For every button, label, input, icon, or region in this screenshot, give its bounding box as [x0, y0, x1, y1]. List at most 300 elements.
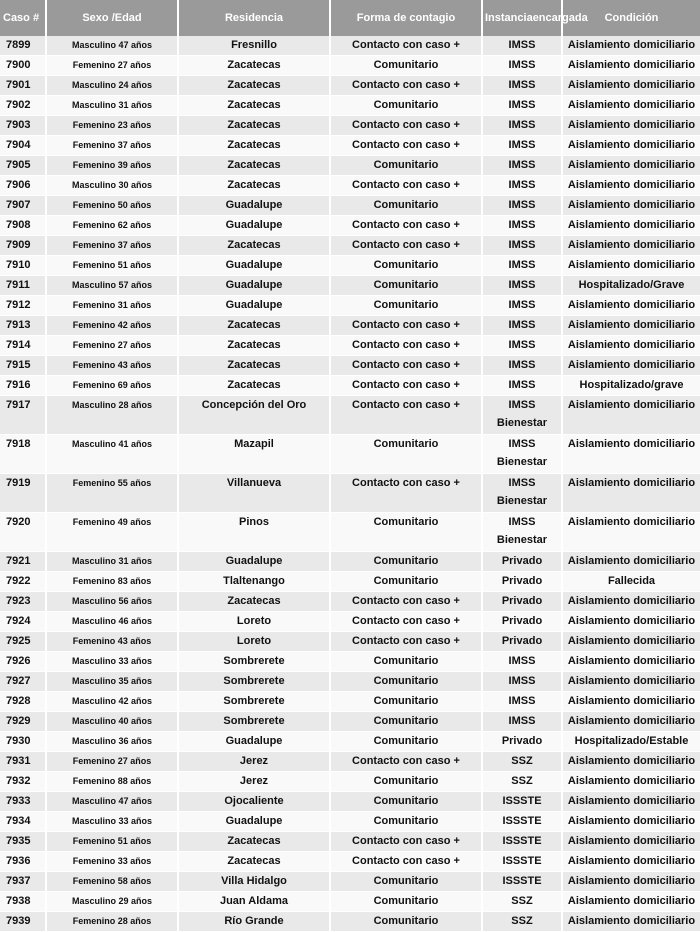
cell-forma-contagio: Contacto con caso +	[330, 216, 482, 236]
cell-sexo-edad: Femenino 51 años	[46, 832, 178, 852]
cell-forma-contagio: Comunitario	[330, 912, 482, 932]
cell-caso: 7926	[0, 652, 46, 672]
table-row	[0, 812, 700, 832]
cell-sexo-edad: Femenino 50 años	[46, 196, 178, 216]
cell-caso: 7922	[0, 572, 46, 592]
cell-condicion: Aislamiento domiciliario	[562, 256, 700, 276]
table-row	[0, 772, 700, 792]
cell-residencia: Fresnillo	[178, 36, 330, 56]
cell-caso: 7930	[0, 732, 46, 752]
table-row	[0, 136, 700, 156]
cell-forma-contagio: Comunitario	[330, 56, 482, 76]
cell-forma-contagio: Contacto con caso +	[330, 356, 482, 376]
cell-instancia: Privado	[482, 612, 562, 632]
table-row	[0, 612, 700, 632]
cell-residencia: Guadalupe	[178, 216, 330, 236]
cell-caso: 7936	[0, 852, 46, 872]
cell-caso: 7907	[0, 196, 46, 216]
cell-caso: 7938	[0, 892, 46, 912]
cell-condicion: Aislamiento domiciliario	[562, 336, 700, 356]
cell-caso: 7906	[0, 176, 46, 196]
table-row	[0, 356, 700, 376]
header-instancia-2: encargada	[532, 12, 588, 24]
cell-forma-contagio: Contacto con caso +	[330, 852, 482, 872]
cell-caso: 7939	[0, 912, 46, 932]
cell-forma-contagio: Contacto con caso +	[330, 632, 482, 652]
cell-instancia: IMSS	[482, 136, 562, 156]
instancia-line-1: IMSS	[508, 516, 536, 528]
cell-forma-contagio: Comunitario	[330, 892, 482, 912]
cell-sexo-edad: Masculino 31 años	[46, 552, 178, 572]
cell-forma-contagio: Contacto con caso +	[330, 116, 482, 136]
cell-instancia: IMSS	[482, 276, 562, 296]
cell-forma-contagio: Comunitario	[330, 792, 482, 812]
cell-sexo-edad: Femenino 43 años	[46, 632, 178, 652]
cell-instancia: IMSS	[482, 116, 562, 136]
cell-sexo-edad: Femenino 37 años	[46, 236, 178, 256]
cell-condicion: Aislamiento domiciliario	[562, 672, 700, 692]
cell-residencia: Guadalupe	[178, 552, 330, 572]
header-forma-contagio: Forma de contagio	[330, 0, 482, 36]
cell-condicion: Aislamiento domiciliario	[562, 552, 700, 572]
instancia-line-2: Bienestar	[496, 534, 548, 546]
cell-residencia: Sombrerete	[178, 712, 330, 732]
cell-residencia: Zacatecas	[178, 116, 330, 136]
cell-instancia: Privado	[482, 592, 562, 612]
cell-instancia: Privado	[482, 552, 562, 572]
cell-caso: 7931	[0, 752, 46, 772]
cell-caso: 7916	[0, 376, 46, 396]
table-row	[0, 236, 700, 256]
cell-sexo-edad: Femenino 27 años	[46, 56, 178, 76]
cell-condicion: Aislamiento domiciliario	[562, 435, 700, 474]
cell-residencia: Zacatecas	[178, 96, 330, 116]
cell-sexo-edad: Femenino 62 años	[46, 216, 178, 236]
cell-forma-contagio: Comunitario	[330, 552, 482, 572]
cell-caso: 7934	[0, 812, 46, 832]
cell-residencia: Zacatecas	[178, 156, 330, 176]
cell-instancia: IMSS	[482, 236, 562, 256]
cell-caso: 7917	[0, 396, 46, 435]
table-row	[0, 376, 700, 396]
cell-instancia: ISSSTE	[482, 792, 562, 812]
cell-condicion: Aislamiento domiciliario	[562, 36, 700, 56]
table-row	[0, 435, 700, 474]
header-instancia-1: Instancia	[485, 12, 533, 24]
table-row	[0, 474, 700, 513]
cell-instancia: IMSS	[482, 176, 562, 196]
cell-condicion: Fallecida	[562, 572, 700, 592]
cell-sexo-edad: Femenino 39 años	[46, 156, 178, 176]
cell-residencia: Guadalupe	[178, 256, 330, 276]
cell-caso: 7915	[0, 356, 46, 376]
cell-forma-contagio: Contacto con caso +	[330, 336, 482, 356]
cell-forma-contagio: Contacto con caso +	[330, 832, 482, 852]
cell-forma-contagio: Comunitario	[330, 96, 482, 116]
table-row	[0, 276, 700, 296]
cell-residencia: Zacatecas	[178, 56, 330, 76]
table-row	[0, 912, 700, 932]
cell-residencia: Guadalupe	[178, 296, 330, 316]
cell-instancia: IMSS	[482, 216, 562, 236]
cell-sexo-edad: Femenino 43 años	[46, 356, 178, 376]
table-row	[0, 513, 700, 552]
cell-residencia: Zacatecas	[178, 376, 330, 396]
cell-instancia	[482, 396, 562, 435]
table-row	[0, 872, 700, 892]
instancia-line-1: IMSS	[508, 477, 536, 489]
header-residencia: Residencia	[178, 0, 330, 36]
cell-condicion: Aislamiento domiciliario	[562, 156, 700, 176]
cell-condicion: Aislamiento domiciliario	[562, 136, 700, 156]
cell-sexo-edad: Masculino 41 años	[46, 435, 178, 474]
cell-condicion: Aislamiento domiciliario	[562, 752, 700, 772]
cell-forma-contagio: Contacto con caso +	[330, 376, 482, 396]
cell-residencia: Ojocaliente	[178, 792, 330, 812]
cell-sexo-edad: Masculino 28 años	[46, 396, 178, 435]
cell-residencia: Juan Aldama	[178, 892, 330, 912]
cell-residencia: Guadalupe	[178, 732, 330, 752]
cell-caso: 7899	[0, 36, 46, 56]
cell-forma-contagio: Contacto con caso +	[330, 176, 482, 196]
cell-condicion: Aislamiento domiciliario	[562, 892, 700, 912]
cell-residencia: Sombrerete	[178, 692, 330, 712]
cell-sexo-edad: Masculino 33 años	[46, 652, 178, 672]
cell-caso: 7918	[0, 435, 46, 474]
cell-caso: 7904	[0, 136, 46, 156]
cell-instancia: IMSS	[482, 692, 562, 712]
cell-condicion: Aislamiento domiciliario	[562, 792, 700, 812]
cell-sexo-edad: Masculino 46 años	[46, 612, 178, 632]
cell-sexo-edad: Femenino 31 años	[46, 296, 178, 316]
cell-caso: 7905	[0, 156, 46, 176]
cell-residencia: Zacatecas	[178, 852, 330, 872]
cell-caso: 7903	[0, 116, 46, 136]
cell-instancia	[482, 513, 562, 552]
cell-forma-contagio: Comunitario	[330, 732, 482, 752]
cell-residencia: Guadalupe	[178, 196, 330, 216]
cell-instancia: IMSS	[482, 56, 562, 76]
cell-caso: 7932	[0, 772, 46, 792]
table-row	[0, 156, 700, 176]
header-caso: Caso #	[0, 0, 46, 36]
cell-sexo-edad: Femenino 28 años	[46, 912, 178, 932]
cell-sexo-edad: Femenino 83 años	[46, 572, 178, 592]
cell-caso: 7911	[0, 276, 46, 296]
cell-sexo-edad: Masculino 47 años	[46, 792, 178, 812]
cell-forma-contagio: Comunitario	[330, 672, 482, 692]
cell-forma-contagio: Comunitario	[330, 572, 482, 592]
cell-instancia	[482, 435, 562, 474]
table-row	[0, 732, 700, 752]
cell-sexo-edad: Femenino 88 años	[46, 772, 178, 792]
cell-condicion: Aislamiento domiciliario	[562, 116, 700, 136]
cell-instancia: Privado	[482, 632, 562, 652]
cell-forma-contagio: Contacto con caso +	[330, 396, 482, 435]
cell-condicion: Aislamiento domiciliario	[562, 832, 700, 852]
cell-instancia: SSZ	[482, 752, 562, 772]
cell-forma-contagio: Comunitario	[330, 156, 482, 176]
table-row	[0, 652, 700, 672]
cell-sexo-edad: Masculino 35 años	[46, 672, 178, 692]
cell-residencia: Zacatecas	[178, 356, 330, 376]
cell-condicion: Aislamiento domiciliario	[562, 96, 700, 116]
cell-caso: 7909	[0, 236, 46, 256]
cell-residencia: Jerez	[178, 772, 330, 792]
cell-caso: 7910	[0, 256, 46, 276]
cell-condicion: Aislamiento domiciliario	[562, 356, 700, 376]
cell-caso: 7900	[0, 56, 46, 76]
cell-condicion: Aislamiento domiciliario	[562, 316, 700, 336]
table-row	[0, 176, 700, 196]
header-condicion: Condición	[562, 0, 700, 36]
table-header	[0, 0, 700, 36]
cell-instancia: IMSS	[482, 156, 562, 176]
instancia-line-1: IMSS	[508, 399, 536, 411]
cell-residencia: Sombrerete	[178, 672, 330, 692]
cell-caso: 7923	[0, 592, 46, 612]
cell-instancia: ISSSTE	[482, 872, 562, 892]
cell-caso: 7902	[0, 96, 46, 116]
cell-condicion: Aislamiento domiciliario	[562, 692, 700, 712]
cell-caso: 7937	[0, 872, 46, 892]
cell-residencia: Jerez	[178, 752, 330, 772]
table-row	[0, 96, 700, 116]
cell-residencia: Loreto	[178, 632, 330, 652]
table-row	[0, 336, 700, 356]
cell-condicion: Aislamiento domiciliario	[562, 76, 700, 96]
cell-forma-contagio: Comunitario	[330, 772, 482, 792]
cell-sexo-edad: Femenino 42 años	[46, 316, 178, 336]
cell-instancia: ISSSTE	[482, 852, 562, 872]
cell-instancia: IMSS	[482, 96, 562, 116]
cell-caso: 7924	[0, 612, 46, 632]
cell-instancia: IMSS	[482, 712, 562, 732]
cell-condicion: Aislamiento domiciliario	[562, 513, 700, 552]
cell-sexo-edad: Femenino 33 años	[46, 852, 178, 872]
header-sexo: Sexo /	[82, 12, 115, 24]
table-row	[0, 632, 700, 652]
cell-condicion: Aislamiento domiciliario	[562, 176, 700, 196]
header-row	[0, 0, 700, 36]
table-row	[0, 852, 700, 872]
cell-sexo-edad: Masculino 56 años	[46, 592, 178, 612]
cell-sexo-edad: Femenino 51 años	[46, 256, 178, 276]
table-row	[0, 56, 700, 76]
table-row	[0, 592, 700, 612]
cell-sexo-edad: Masculino 47 años	[46, 36, 178, 56]
cell-sexo-edad: Femenino 58 años	[46, 872, 178, 892]
cell-forma-contagio: Comunitario	[330, 692, 482, 712]
instancia-line-2: Bienestar	[496, 495, 548, 507]
cell-instancia: IMSS	[482, 376, 562, 396]
table-row	[0, 692, 700, 712]
cell-caso: 7901	[0, 76, 46, 96]
cell-sexo-edad: Masculino 42 años	[46, 692, 178, 712]
cell-caso: 7913	[0, 316, 46, 336]
cell-condicion: Aislamiento domiciliario	[562, 852, 700, 872]
cell-residencia: Río Grande	[178, 912, 330, 932]
cell-instancia: IMSS	[482, 256, 562, 276]
cell-residencia: Zacatecas	[178, 76, 330, 96]
cell-residencia: Sombrerete	[178, 652, 330, 672]
cell-residencia: Zacatecas	[178, 136, 330, 156]
header-instancia	[482, 0, 588, 36]
table-row	[0, 792, 700, 812]
cell-condicion: Hospitalizado/Estable	[562, 732, 700, 752]
cell-residencia: Guadalupe	[178, 276, 330, 296]
table-body	[0, 36, 700, 932]
cell-condicion: Hospitalizado/grave	[562, 376, 700, 396]
cell-condicion: Aislamiento domiciliario	[562, 296, 700, 316]
cell-caso: 7929	[0, 712, 46, 732]
cell-sexo-edad: Femenino 27 años	[46, 752, 178, 772]
cell-instancia: SSZ	[482, 892, 562, 912]
cell-sexo-edad: Femenino 37 años	[46, 136, 178, 156]
table-row	[0, 396, 700, 435]
cell-forma-contagio: Contacto con caso +	[330, 316, 482, 336]
cell-instancia: ISSSTE	[482, 832, 562, 852]
cell-sexo-edad: Femenino 23 años	[46, 116, 178, 136]
table-row	[0, 752, 700, 772]
cell-residencia: Zacatecas	[178, 336, 330, 356]
table-row	[0, 296, 700, 316]
cell-residencia: Tlaltenango	[178, 572, 330, 592]
cell-sexo-edad: Masculino 40 años	[46, 712, 178, 732]
cell-sexo-edad: Masculino 36 años	[46, 732, 178, 752]
cell-sexo-edad: Femenino 69 años	[46, 376, 178, 396]
cell-condicion: Aislamiento domiciliario	[562, 772, 700, 792]
cell-sexo-edad: Femenino 27 años	[46, 336, 178, 356]
cell-instancia: Privado	[482, 572, 562, 592]
cell-condicion: Aislamiento domiciliario	[562, 652, 700, 672]
cell-caso: 7912	[0, 296, 46, 316]
cell-forma-contagio: Comunitario	[330, 513, 482, 552]
cell-caso: 7927	[0, 672, 46, 692]
cell-caso: 7925	[0, 632, 46, 652]
cell-condicion: Aislamiento domiciliario	[562, 216, 700, 236]
table-row	[0, 36, 700, 56]
cell-instancia: IMSS	[482, 356, 562, 376]
table-row	[0, 552, 700, 572]
cell-residencia: Zacatecas	[178, 236, 330, 256]
cell-forma-contagio: Contacto con caso +	[330, 612, 482, 632]
cell-sexo-edad: Femenino 55 años	[46, 474, 178, 513]
cell-caso: 7921	[0, 552, 46, 572]
cell-condicion: Aislamiento domiciliario	[562, 592, 700, 612]
cell-condicion: Aislamiento domiciliario	[562, 56, 700, 76]
table-row	[0, 572, 700, 592]
cell-condicion: Aislamiento domiciliario	[562, 812, 700, 832]
cell-residencia: Concepción del Oro	[178, 396, 330, 435]
cell-forma-contagio: Comunitario	[330, 276, 482, 296]
cell-condicion: Aislamiento domiciliario	[562, 612, 700, 632]
cell-instancia: SSZ	[482, 912, 562, 932]
cell-instancia: IMSS	[482, 76, 562, 96]
cell-forma-contagio: Contacto con caso +	[330, 752, 482, 772]
cell-caso: 7914	[0, 336, 46, 356]
cell-residencia: Pinos	[178, 513, 330, 552]
cell-condicion: Aislamiento domiciliario	[562, 196, 700, 216]
table-row	[0, 116, 700, 136]
cell-residencia: Villanueva	[178, 474, 330, 513]
cell-condicion: Aislamiento domiciliario	[562, 474, 700, 513]
cell-instancia: IMSS	[482, 196, 562, 216]
cell-sexo-edad: Masculino 29 años	[46, 892, 178, 912]
instancia-line-1: IMSS	[508, 438, 536, 450]
cell-caso: 7933	[0, 792, 46, 812]
cell-forma-contagio: Comunitario	[330, 872, 482, 892]
cell-instancia: IMSS	[482, 316, 562, 336]
cell-forma-contagio: Contacto con caso +	[330, 36, 482, 56]
table-row	[0, 76, 700, 96]
header-edad: Edad	[114, 12, 142, 24]
cell-instancia: SSZ	[482, 772, 562, 792]
cell-caso: 7935	[0, 832, 46, 852]
cell-residencia: Zacatecas	[178, 832, 330, 852]
cell-forma-contagio: Comunitario	[330, 652, 482, 672]
cell-forma-contagio: Comunitario	[330, 256, 482, 276]
instancia-line-2: Bienestar	[496, 417, 548, 429]
cell-residencia: Mazapil	[178, 435, 330, 474]
cell-condicion: Aislamiento domiciliario	[562, 712, 700, 732]
cell-residencia: Zacatecas	[178, 592, 330, 612]
table-row	[0, 256, 700, 276]
cell-residencia: Zacatecas	[178, 176, 330, 196]
cell-caso: 7908	[0, 216, 46, 236]
table-row	[0, 832, 700, 852]
table-row	[0, 316, 700, 336]
cell-forma-contagio: Contacto con caso +	[330, 592, 482, 612]
table-row	[0, 196, 700, 216]
table-row	[0, 712, 700, 732]
cell-condicion: Aislamiento domiciliario	[562, 632, 700, 652]
cell-forma-contagio: Comunitario	[330, 712, 482, 732]
cell-forma-contagio: Comunitario	[330, 435, 482, 474]
cell-caso: 7919	[0, 474, 46, 513]
table-row	[0, 216, 700, 236]
cell-sexo-edad: Masculino 57 años	[46, 276, 178, 296]
cell-instancia: IMSS	[482, 672, 562, 692]
cell-forma-contagio: Comunitario	[330, 812, 482, 832]
cell-residencia: Villa Hidalgo	[178, 872, 330, 892]
cell-instancia: IMSS	[482, 36, 562, 56]
cell-sexo-edad: Masculino 33 años	[46, 812, 178, 832]
cell-condicion: Hospitalizado/Grave	[562, 276, 700, 296]
cell-sexo-edad: Masculino 31 años	[46, 96, 178, 116]
cell-residencia: Guadalupe	[178, 812, 330, 832]
cell-instancia	[482, 474, 562, 513]
instancia-line-2: Bienestar	[496, 456, 548, 468]
cell-condicion: Aislamiento domiciliario	[562, 396, 700, 435]
cell-condicion: Aislamiento domiciliario	[562, 912, 700, 932]
header-sexo-edad	[46, 0, 178, 36]
cell-forma-contagio: Comunitario	[330, 296, 482, 316]
table-row	[0, 672, 700, 692]
cell-caso: 7928	[0, 692, 46, 712]
cell-forma-contagio: Contacto con caso +	[330, 76, 482, 96]
cell-forma-contagio: Contacto con caso +	[330, 136, 482, 156]
cell-forma-contagio: Comunitario	[330, 196, 482, 216]
cell-sexo-edad: Femenino 49 años	[46, 513, 178, 552]
cell-residencia: Zacatecas	[178, 316, 330, 336]
cell-instancia: IMSS	[482, 652, 562, 672]
cell-instancia: ISSSTE	[482, 812, 562, 832]
cell-residencia: Loreto	[178, 612, 330, 632]
cell-instancia: IMSS	[482, 336, 562, 356]
cell-condicion: Aislamiento domiciliario	[562, 872, 700, 892]
cell-sexo-edad: Masculino 24 años	[46, 76, 178, 96]
